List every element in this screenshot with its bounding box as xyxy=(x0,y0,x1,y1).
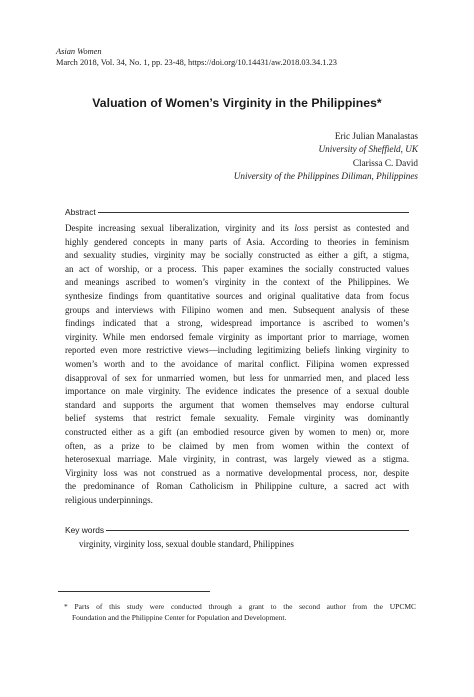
keywords-heading: Key words xyxy=(65,525,105,535)
abstract-line: constructed either as a gift (an embodied resource given by women to men) or, more xyxy=(65,426,409,437)
paper-title: Valuation of Women’s Virginity in the Philippines* xyxy=(92,96,382,110)
abstract-line: standard and supports the argument that women themselves may endorse cultural xyxy=(65,399,409,410)
author-name: Clarissa C. David xyxy=(352,157,418,168)
abstract-line: and meanings ascribed to women’s virginity in the context of the Philippines. We xyxy=(65,277,409,288)
abstract-heading: Abstract xyxy=(65,207,96,217)
abstract-line: an act of worship, or a process. This paper examines the socially constructed values xyxy=(65,263,409,274)
abstract-emphasis: loss xyxy=(294,223,309,233)
abstract-line: disapproval of sex for unmarried women, but less for unmarried men, and placed less xyxy=(65,372,409,383)
abstract-line: groups and interviews with Filipino women and men. Subsequent analysis of these xyxy=(65,304,409,315)
footnote-rule xyxy=(58,591,210,592)
abstract-line: women’s worth and to the avoidance of marital conflict. Filipina women expressed xyxy=(65,358,409,369)
author-name: Eric Julian Manalastas xyxy=(334,131,418,141)
keywords-rule xyxy=(106,530,409,531)
abstract-line: findings indicated that a strong, widespread importance is ascribed to women’s xyxy=(65,318,409,329)
abstract-line: religious underpinnings. xyxy=(65,494,153,505)
journal-header xyxy=(56,46,337,68)
journal-citation: March 2018, Vol. 34, No. 1, pp. 23-48, https://doi.org/10.14431/aw.2018.03.34.1.23 xyxy=(56,58,337,67)
abstract-line: virginity. While men endorsed female virginity as important prior to marriage, women xyxy=(65,331,409,342)
abstract-line: synthesize findings from quantitative sources and original qualitative data from focus xyxy=(65,290,409,301)
author-block xyxy=(234,130,418,184)
abstract-line: heterosexual marriage. Male virginity, in contrast, was largely viewed as a stigma. xyxy=(65,454,409,465)
abstract-line: importance on male virginity. The evidence indicates the presence of a sexual double xyxy=(65,386,409,397)
abstract-body xyxy=(65,222,409,507)
abstract-line: the predominance of Roman Catholicism in Philippine culture, a sacred act with xyxy=(65,481,409,492)
abstract-rule xyxy=(98,212,409,213)
abstract-heading-row xyxy=(65,207,409,217)
abstract-line xyxy=(65,222,409,236)
abstract-line: reported even more restrictive views—including legitimizing beliefs linking virginity to xyxy=(65,345,409,356)
abstract-line: Virginity loss was not construed as a normative developmental process, nor, despite xyxy=(65,467,409,478)
footnote-line: Foundation and the Philippine Center for Population and Development. xyxy=(72,613,287,623)
abstract-line: and sexuality studies, virginity may be socially constructed as either a gift, a stigma, xyxy=(65,250,409,261)
footnote xyxy=(64,601,416,624)
abstract-line: often, as a prize to be claimed by men from women within the context of xyxy=(65,440,409,451)
abstract-line: belief systems that restrict female sexuality. Female virginity was dominantly xyxy=(65,413,409,424)
keywords-list: virginity, virginity loss, sexual double standard, Philippines xyxy=(79,539,294,549)
abstract-text: Despite increasing sexual liberalization, virginity and its xyxy=(65,223,289,233)
author-affiliation: University of the Philippines Diliman, Philippines xyxy=(233,171,418,182)
author-affiliation: University of Sheffield, UK xyxy=(318,144,418,155)
footnote-line: * Parts of this study were conducted through a grant to the second author from the UPCMC xyxy=(64,602,416,611)
abstract-text: persist as contested and xyxy=(313,223,410,233)
keywords-heading-row xyxy=(65,525,409,535)
journal-name: Asian Women xyxy=(56,47,102,56)
abstract-line: highly gendered concepts in many parts of Asia. According to theories in feminism xyxy=(65,236,409,247)
